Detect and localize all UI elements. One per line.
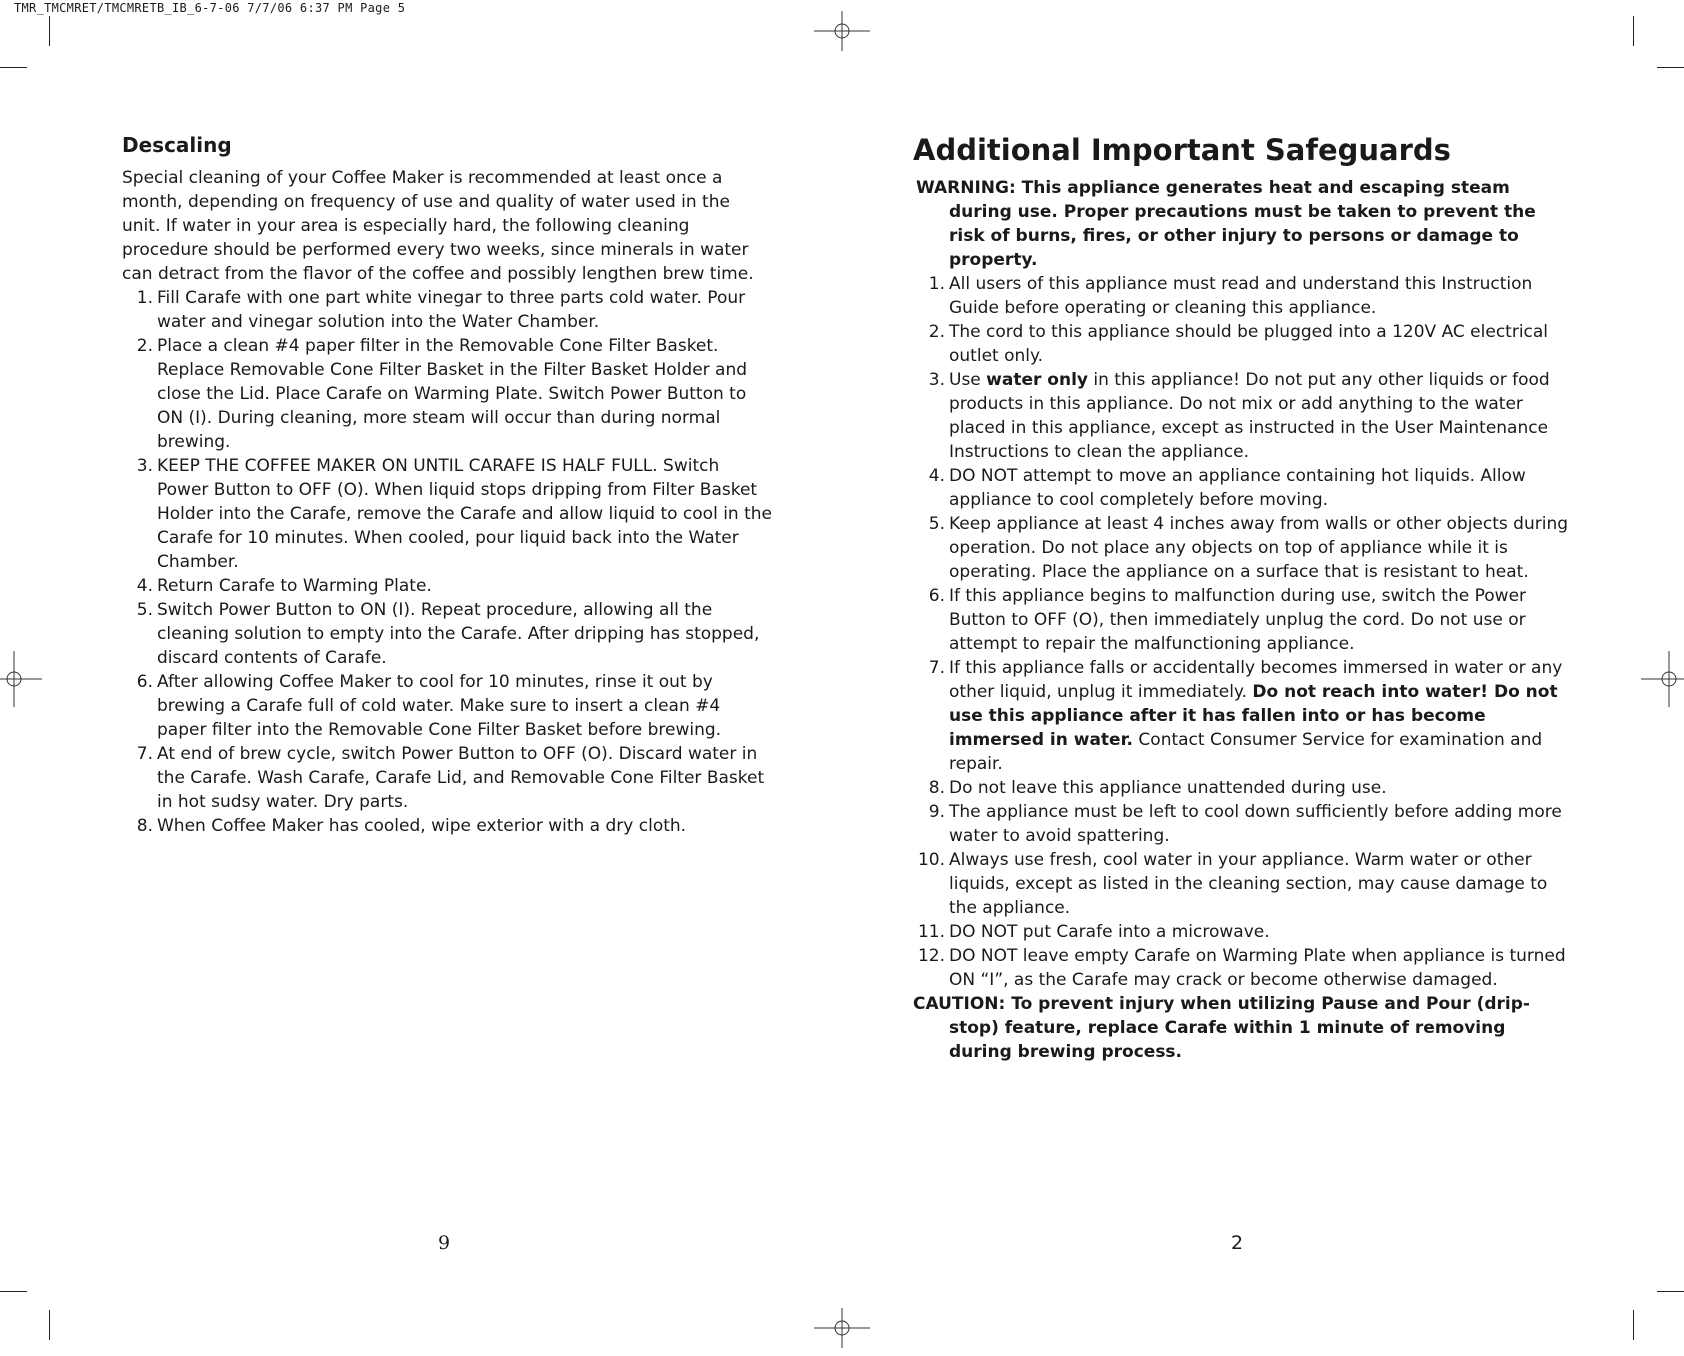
crop-mark xyxy=(0,1291,27,1292)
crop-mark xyxy=(49,16,50,46)
item-text-bold: Do not reach into water! Do not use this appliance after it has fallen into or has become immersed in water. xyxy=(949,682,1558,750)
item-text: DO NOT leave empty Carafe on Warming Plate when appliance is turned ON “I”, as the Carafe may crack or become otherwise damaged. xyxy=(949,946,1566,990)
crop-mark xyxy=(1657,67,1684,68)
item-text: Keep appliance at least 4 inches away from walls or other objects during operation. Do not place any objects on top of appliance while it is operating. Place the appliance on a surface that is resistant to heat. xyxy=(949,514,1569,582)
descaling-steps xyxy=(122,286,772,838)
item-text: DO NOT put Carafe into a microwave. xyxy=(949,922,1270,942)
item-number: 2. xyxy=(928,322,945,342)
list-item xyxy=(913,656,1573,776)
item-number: 12. xyxy=(917,946,945,966)
left-page xyxy=(122,130,772,838)
item-text-bold: water only xyxy=(986,370,1088,390)
list-item xyxy=(913,848,1573,920)
printer-slug: TMR_TMCMRET/TMCMRETB_IB_6-7-06 7/7/06 6:37 PM Page 5 xyxy=(14,1,406,15)
step-number: 7. xyxy=(136,744,153,764)
list-item xyxy=(913,920,1573,944)
crop-mark xyxy=(1633,16,1634,46)
step-text: Return Carafe to Warming Plate. xyxy=(157,576,432,596)
item-text: If this appliance begins to malfunction during use, switch the Power Button to OFF (O), then immediately unplug the cord. Do not use or attempt to repair the malfunctioning appliance. xyxy=(949,586,1527,654)
list-item xyxy=(913,584,1573,656)
item-text: The appliance must be left to cool down sufficiently before adding more water to avoid spattering. xyxy=(949,802,1562,846)
page-title: Additional Important Safeguards xyxy=(913,133,1451,167)
item-number: 11. xyxy=(917,922,945,942)
crop-mark xyxy=(0,67,27,68)
step-text: At end of brew cycle, switch Power Button to OFF (O). Discard water in the Carafe. Wash Carafe, Carafe Lid, and Removable Cone Filter Basket in hot sudsy water. Dry parts. xyxy=(157,744,765,812)
item-number: 3. xyxy=(928,370,945,390)
step-text: After allowing Coffee Maker to cool for 10 minutes, rinse it out by brewing a Carafe full of cold water. Make sure to insert a clean #4 paper filter into the Removable Cone Filter Basket before brewing. xyxy=(157,672,722,740)
step-number: 2. xyxy=(136,336,153,356)
list-item xyxy=(122,454,772,574)
list-item xyxy=(913,320,1573,368)
list-item xyxy=(913,512,1573,584)
step-text: When Coffee Maker has cooled, wipe exterior with a dry cloth. xyxy=(157,816,687,836)
caution-text: CAUTION: To prevent injury when utilizing Pause and Pour (drip-stop) feature, replace Carafe within 1 minute of removing during brewing process. xyxy=(913,994,1530,1062)
list-item xyxy=(913,272,1573,320)
item-number: 4. xyxy=(928,466,945,486)
list-item xyxy=(122,574,772,598)
registration-mark-icon xyxy=(814,1300,870,1356)
list-item xyxy=(913,368,1573,464)
list-item xyxy=(122,814,772,838)
crop-mark xyxy=(1657,1291,1684,1292)
safeguards-list xyxy=(913,272,1573,992)
section-heading: Descaling xyxy=(122,133,232,157)
intro-paragraph: Special cleaning of your Coffee Maker is recommended at least once a month, depending on frequency of use and quality of water used in the unit. If water in your area is especially hard, the following cleaning procedure should be performed every two weeks, since minerals in water can detract from the flavor of the coffee and possibly lengthen brew time. xyxy=(122,168,754,284)
list-item xyxy=(122,670,772,742)
item-text: All users of this appliance must read and understand this Instruction Guide before operating or cleaning this appliance. xyxy=(949,274,1533,318)
list-item xyxy=(913,800,1573,848)
step-number: 1. xyxy=(136,288,153,308)
list-item xyxy=(913,464,1573,512)
list-item xyxy=(122,598,772,670)
step-number: 3. xyxy=(136,456,153,476)
step-text: Place a clean #4 paper filter in the Removable Cone Filter Basket. Replace Removable Cone Filter Basket in the Filter Basket Holder and close the Lid. Place Carafe on Warming Plate. Switch Power Button to ON (I). During cleaning, more steam will occur than during normal brewing. xyxy=(157,336,748,452)
item-number: 8. xyxy=(928,778,945,798)
step-text: Switch Power Button to ON (I). Repeat procedure, allowing all the cleaning solution to empty into the Carafe. After dripping has stopped, discard contents of Carafe. xyxy=(157,600,760,668)
step-number: 4. xyxy=(136,576,153,596)
list-item xyxy=(913,776,1573,800)
step-number: 8. xyxy=(136,816,153,836)
page-number: 2 xyxy=(1231,1232,1244,1254)
item-number: 1. xyxy=(928,274,945,294)
right-page xyxy=(913,130,1573,1064)
list-item xyxy=(122,286,772,334)
list-item xyxy=(913,944,1573,992)
item-text-pre: If this appliance falls or accidentally becomes immersed in water or any other liquid, unplug it immediately. xyxy=(949,658,1563,702)
step-number: 5. xyxy=(136,600,153,620)
registration-mark-icon xyxy=(814,3,870,59)
step-text: Fill Carafe with one part white vinegar to three parts cold water. Pour water and vinegar solution into the Water Chamber. xyxy=(157,288,746,332)
item-text: Do not leave this appliance unattended during use. xyxy=(949,778,1387,798)
list-item xyxy=(122,334,772,454)
crop-mark xyxy=(1633,1310,1634,1340)
warning-text: WARNING: This appliance generates heat and escaping steam during use. Proper precautions must be taken to prevent the risk of burns, fires, or other injury to persons or damage to property. xyxy=(916,178,1536,270)
item-text: The cord to this appliance should be plugged into a 120V AC electrical outlet only. xyxy=(949,322,1549,366)
item-number: 5. xyxy=(928,514,945,534)
crop-mark xyxy=(49,1310,50,1340)
item-number: 9. xyxy=(928,802,945,822)
step-number: 6. xyxy=(136,672,153,692)
item-text-post: in this appliance! Do not put any other liquids or food products in this appliance. Do not mix or add anything to the water placed in this appliance, except as instructed in the User Maintenance Instructions to clean the appliance. xyxy=(949,370,1550,462)
item-number: 10. xyxy=(917,850,945,870)
item-number: 6. xyxy=(928,586,945,606)
item-text: DO NOT attempt to move an appliance containing hot liquids. Allow appliance to cool completely before moving. xyxy=(949,466,1526,510)
item-text: Always use fresh, cool water in your appliance. Warm water or other liquids, except as listed in the cleaning section, may cause damage to the appliance. xyxy=(949,850,1548,918)
item-text-pre: Use xyxy=(949,370,987,390)
item-text-post: Contact Consumer Service for examination and repair. xyxy=(949,730,1543,774)
item-number: 7. xyxy=(928,658,945,678)
registration-mark-icon xyxy=(1641,651,1684,707)
step-text: KEEP THE COFFEE MAKER ON UNTIL CARAFE IS HALF FULL. Switch Power Button to OFF (O). When liquid stops dripping from Filter Basket Holder into the Carafe, remove the Carafe and allow liquid to cool in the Carafe for 10 minutes. When cooled, pour liquid back into the Water Chamber. xyxy=(157,456,773,572)
page-number: 9 xyxy=(438,1232,451,1254)
registration-mark-icon xyxy=(0,651,42,707)
list-item xyxy=(122,742,772,814)
